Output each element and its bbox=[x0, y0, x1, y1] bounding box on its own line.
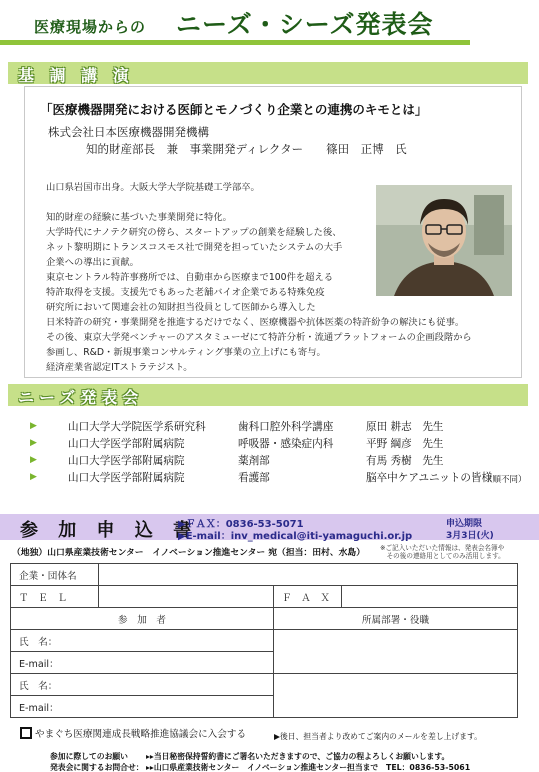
arrow-icon: ▶ bbox=[30, 438, 37, 448]
email-field-2[interactable]: E-mail： bbox=[11, 696, 274, 718]
email-address[interactable]: ▶E-mail：inv_medical@iti-yamaguchi.or.jp bbox=[178, 531, 413, 542]
needs-row bbox=[30, 470, 530, 482]
needs-person: 原田 耕志 先生 bbox=[366, 421, 444, 433]
fax-label: Ｆ Ａ Ｘ bbox=[274, 586, 342, 608]
tel-field[interactable] bbox=[99, 586, 274, 608]
email-field-1[interactable]: E-mail： bbox=[11, 652, 274, 674]
needs-row bbox=[30, 453, 530, 465]
header-underline bbox=[0, 40, 470, 45]
bio-line: 知的財産の経験に基づいた事業開発に特化。 bbox=[46, 212, 232, 223]
bio-line: 企業への導出に貢献。 bbox=[46, 257, 139, 268]
speaker-position: 知的財産部長 兼 事業開発ディレクター 篠田 正博 氏 bbox=[86, 142, 407, 156]
membership-note: ▶後日、担当者より改めてご案内のメールを差し上げます。 bbox=[274, 732, 482, 741]
arrow-icon: ▶ bbox=[30, 455, 37, 465]
membership-label: やまぐち医療関連成長戦略推進協議会に入会する bbox=[35, 729, 247, 740]
arrow-icon: ▶ bbox=[30, 421, 37, 431]
application-form bbox=[10, 563, 518, 718]
name-field-1[interactable]: 氏 名： bbox=[11, 630, 274, 652]
keynote-section-label: 基 調 講 演 bbox=[18, 66, 134, 85]
needs-person: 平野 綱彦 先生 bbox=[366, 438, 444, 450]
notes-text: ▸▸当日秘密保持誓約書にご署名いただきますので、ご協力の程よろしくお願いします。 bbox=[146, 752, 450, 761]
participants-header: 参 加 者 bbox=[11, 608, 274, 630]
needs-row bbox=[30, 436, 530, 448]
bio-line: 特許取得を支援。支援先でもあった老舗バイオ企業である特殊免疫 bbox=[46, 287, 325, 298]
needs-person: 有馬 秀樹 先生 bbox=[366, 455, 444, 467]
speaker-photo bbox=[376, 185, 512, 296]
company-field[interactable] bbox=[99, 564, 518, 586]
deadline-label: 申込期限 bbox=[446, 519, 483, 529]
needs-org: 山口大学医学部附属病院 bbox=[68, 438, 185, 450]
keynote-title: 「医療機器開発における医師とモノづくり企業との連携のキモとは」 bbox=[40, 102, 428, 117]
needs-section-tab bbox=[8, 384, 528, 406]
notes-title: 参加に際してのお願い bbox=[50, 752, 128, 761]
page-header bbox=[0, 0, 539, 46]
bio-line: 東京セントラル特許事務所では、自動車から医療まで100件を超える bbox=[46, 272, 334, 283]
dept-header: 所属部署・役職 bbox=[274, 608, 518, 630]
contact-title: 発表会に関するお問合せ： bbox=[50, 763, 144, 772]
bio-line: ネット黎明期にトランスコスモス社で開発を担っていたシステムの大手 bbox=[46, 242, 343, 253]
membership-checkbox[interactable] bbox=[20, 727, 32, 739]
dept-field-1[interactable] bbox=[274, 630, 518, 674]
needs-section-label: ニーズ発表会 bbox=[18, 388, 144, 407]
fax-number: ▶ＦＡＸ：0836-53-5071 bbox=[178, 519, 304, 530]
deadline-date: 3月3日(火) bbox=[446, 531, 494, 541]
needs-org: 山口大学医学部附属病院 bbox=[68, 455, 185, 467]
tel-label: Ｔ Ｅ Ｌ bbox=[11, 586, 99, 608]
keynote-section-tab bbox=[8, 62, 528, 84]
needs-dept: 看護部 bbox=[238, 472, 270, 484]
arrow-icon: ▶ bbox=[30, 472, 37, 482]
bio-line: 日米特許の研究・事業開発を推進するだけでなく、医療機器や抗体医薬の特許紛争の解決にも従事。 bbox=[46, 317, 465, 328]
recipient-address: （地独）山口県産業技術センター イノベーション推進センター 宛（担当：田村、水島） bbox=[12, 548, 366, 558]
application-band bbox=[0, 514, 539, 540]
bio-line: 山口県岩国市出身。大阪大学大学院基礎工学部卒。 bbox=[46, 182, 260, 193]
bio-line: その後、東京大学発ベンチャーのアスタミューゼにて特許分析・流通プラットフォームの企画段階から bbox=[46, 332, 472, 343]
dept-field-2[interactable] bbox=[274, 674, 518, 718]
contact-text: ▸▸山口県産業技術センター イノベーション推進センター担当まで TEL：0836-53-5061 bbox=[146, 763, 471, 772]
name-field-2[interactable]: 氏 名： bbox=[11, 674, 274, 696]
bio-line: 大学時代にナノテク研究の傍ら、スタートアップの創業を経験した後、 bbox=[46, 227, 342, 238]
needs-row bbox=[30, 419, 530, 431]
needs-org: 山口大学大学院医学系研究科 bbox=[68, 421, 206, 433]
bio-line: 経済産業省認定ITストラテジスト。 bbox=[46, 362, 193, 373]
application-title: 参 加 申 込 書 bbox=[20, 520, 199, 541]
bio-line: 研究所において関連会社の知財担当役員として医師から導入した bbox=[46, 302, 316, 313]
membership-option[interactable] bbox=[20, 726, 246, 740]
needs-person: 脳卒中ケアユニットの皆様 bbox=[366, 472, 493, 484]
header-title: ニーズ・シーズ発表会 bbox=[176, 10, 434, 39]
privacy-note: ※ご記入いただいた情報は、発表会名簿や その後の連絡用としてのみ活用します。 bbox=[380, 544, 505, 560]
needs-dept: 歯科口腔外科学講座 bbox=[238, 421, 334, 433]
header-subtitle: 医療現場からの bbox=[34, 18, 147, 36]
speaker-organization: 株式会社日本医療機器開発機構 bbox=[48, 125, 209, 139]
needs-dept: 呼吸器・感染症内科 bbox=[238, 438, 334, 450]
bio-line: 参画し、R&D・新規事業コンサルティング事業の立上げにも寄与。 bbox=[46, 347, 326, 358]
fax-field[interactable] bbox=[342, 586, 518, 608]
company-label: 企業・団体名 bbox=[11, 564, 99, 586]
needs-dept: 薬剤部 bbox=[238, 455, 270, 467]
needs-org: 山口大学医学部附属病院 bbox=[68, 472, 185, 484]
order-note: （順不同） bbox=[484, 475, 527, 485]
